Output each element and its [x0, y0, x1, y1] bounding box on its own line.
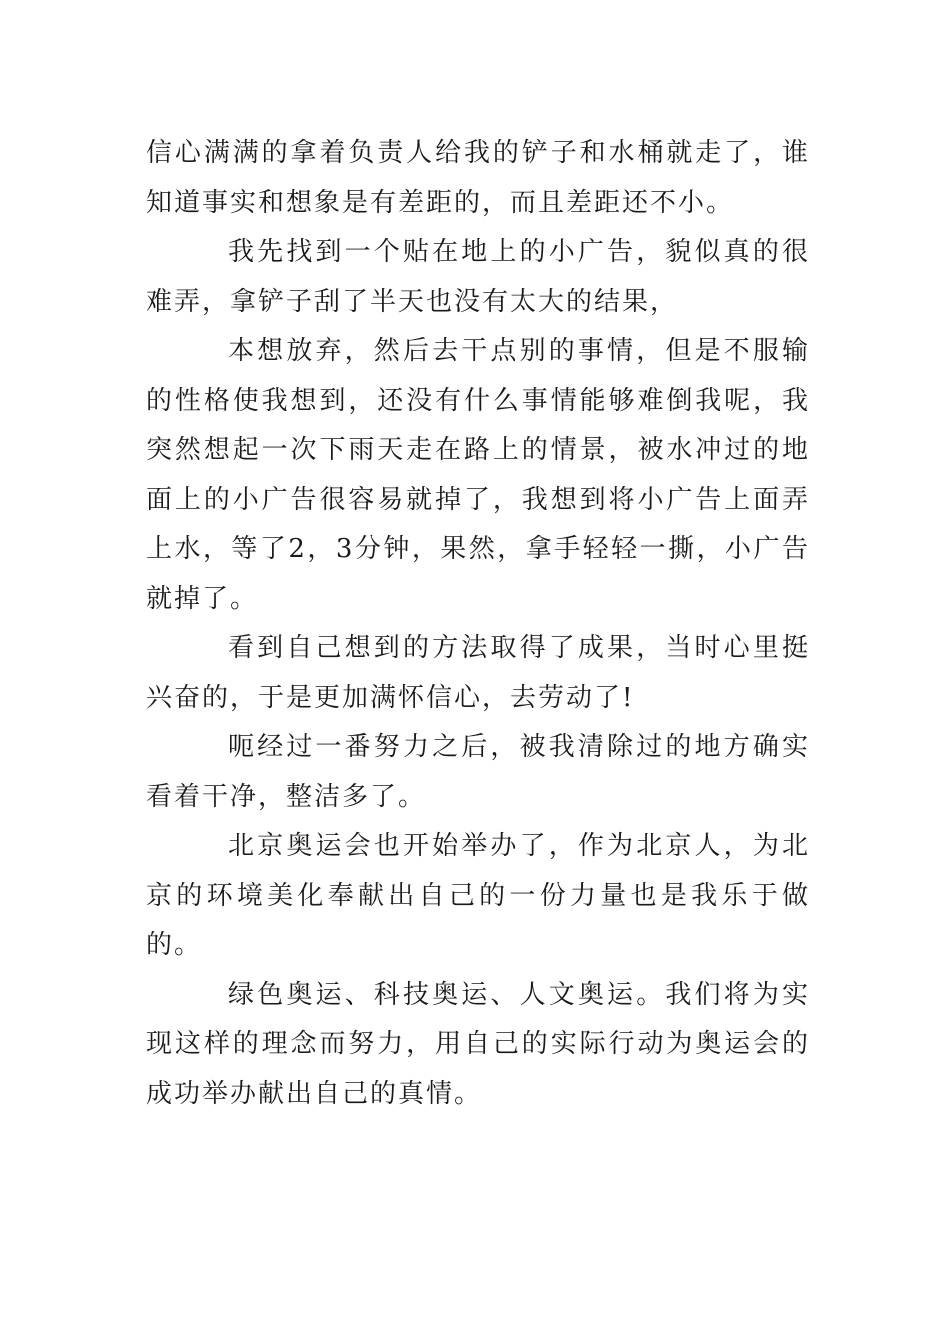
paragraph-2: 我先找到一个贴在地上的小广告，貌似真的很难弄，拿铲子刮了半天也没有太大的结果，: [146, 237, 810, 317]
body-text: [146, 129, 810, 1119]
paragraph-1: 信心满满的拿着负责人给我的铲子和水桶就走了，谁知道事实和想象是有差距的，而且差距还不小。: [146, 138, 810, 218]
paragraph-6: 北京奥运会也开始举办了，作为北京人，为北京的环境美化奉献出自己的一份力量也是我乐于做的。: [146, 831, 810, 960]
paragraph-4: 看到自己想到的方法取得了成果，当时心里挺兴奋的，于是更加满怀信心，去劳动了!: [146, 633, 810, 713]
paragraph-3: 本想放弃，然后去干点别的事情，但是不服输的性格使我想到，还没有什么事情能够难倒我呢，我突然想起一次下雨天走在路上的情景，被水冲过的地面上的小广告很容易就掉了，我想到将小广告上面弄上水，等了2，3分钟，果然，拿手轻轻一撕，小广告就掉了。: [146, 336, 810, 614]
paragraph-5: 呃经过一番努力之后，被我清除过的地方确实看着干净，整洁多了。: [146, 732, 810, 812]
paragraph-7: 绿色奥运、科技奥运、人文奥运。我们将为实现这样的理念而努力，用自己的实际行动为奥运会的成功举办献出自己的真情。: [146, 979, 810, 1109]
